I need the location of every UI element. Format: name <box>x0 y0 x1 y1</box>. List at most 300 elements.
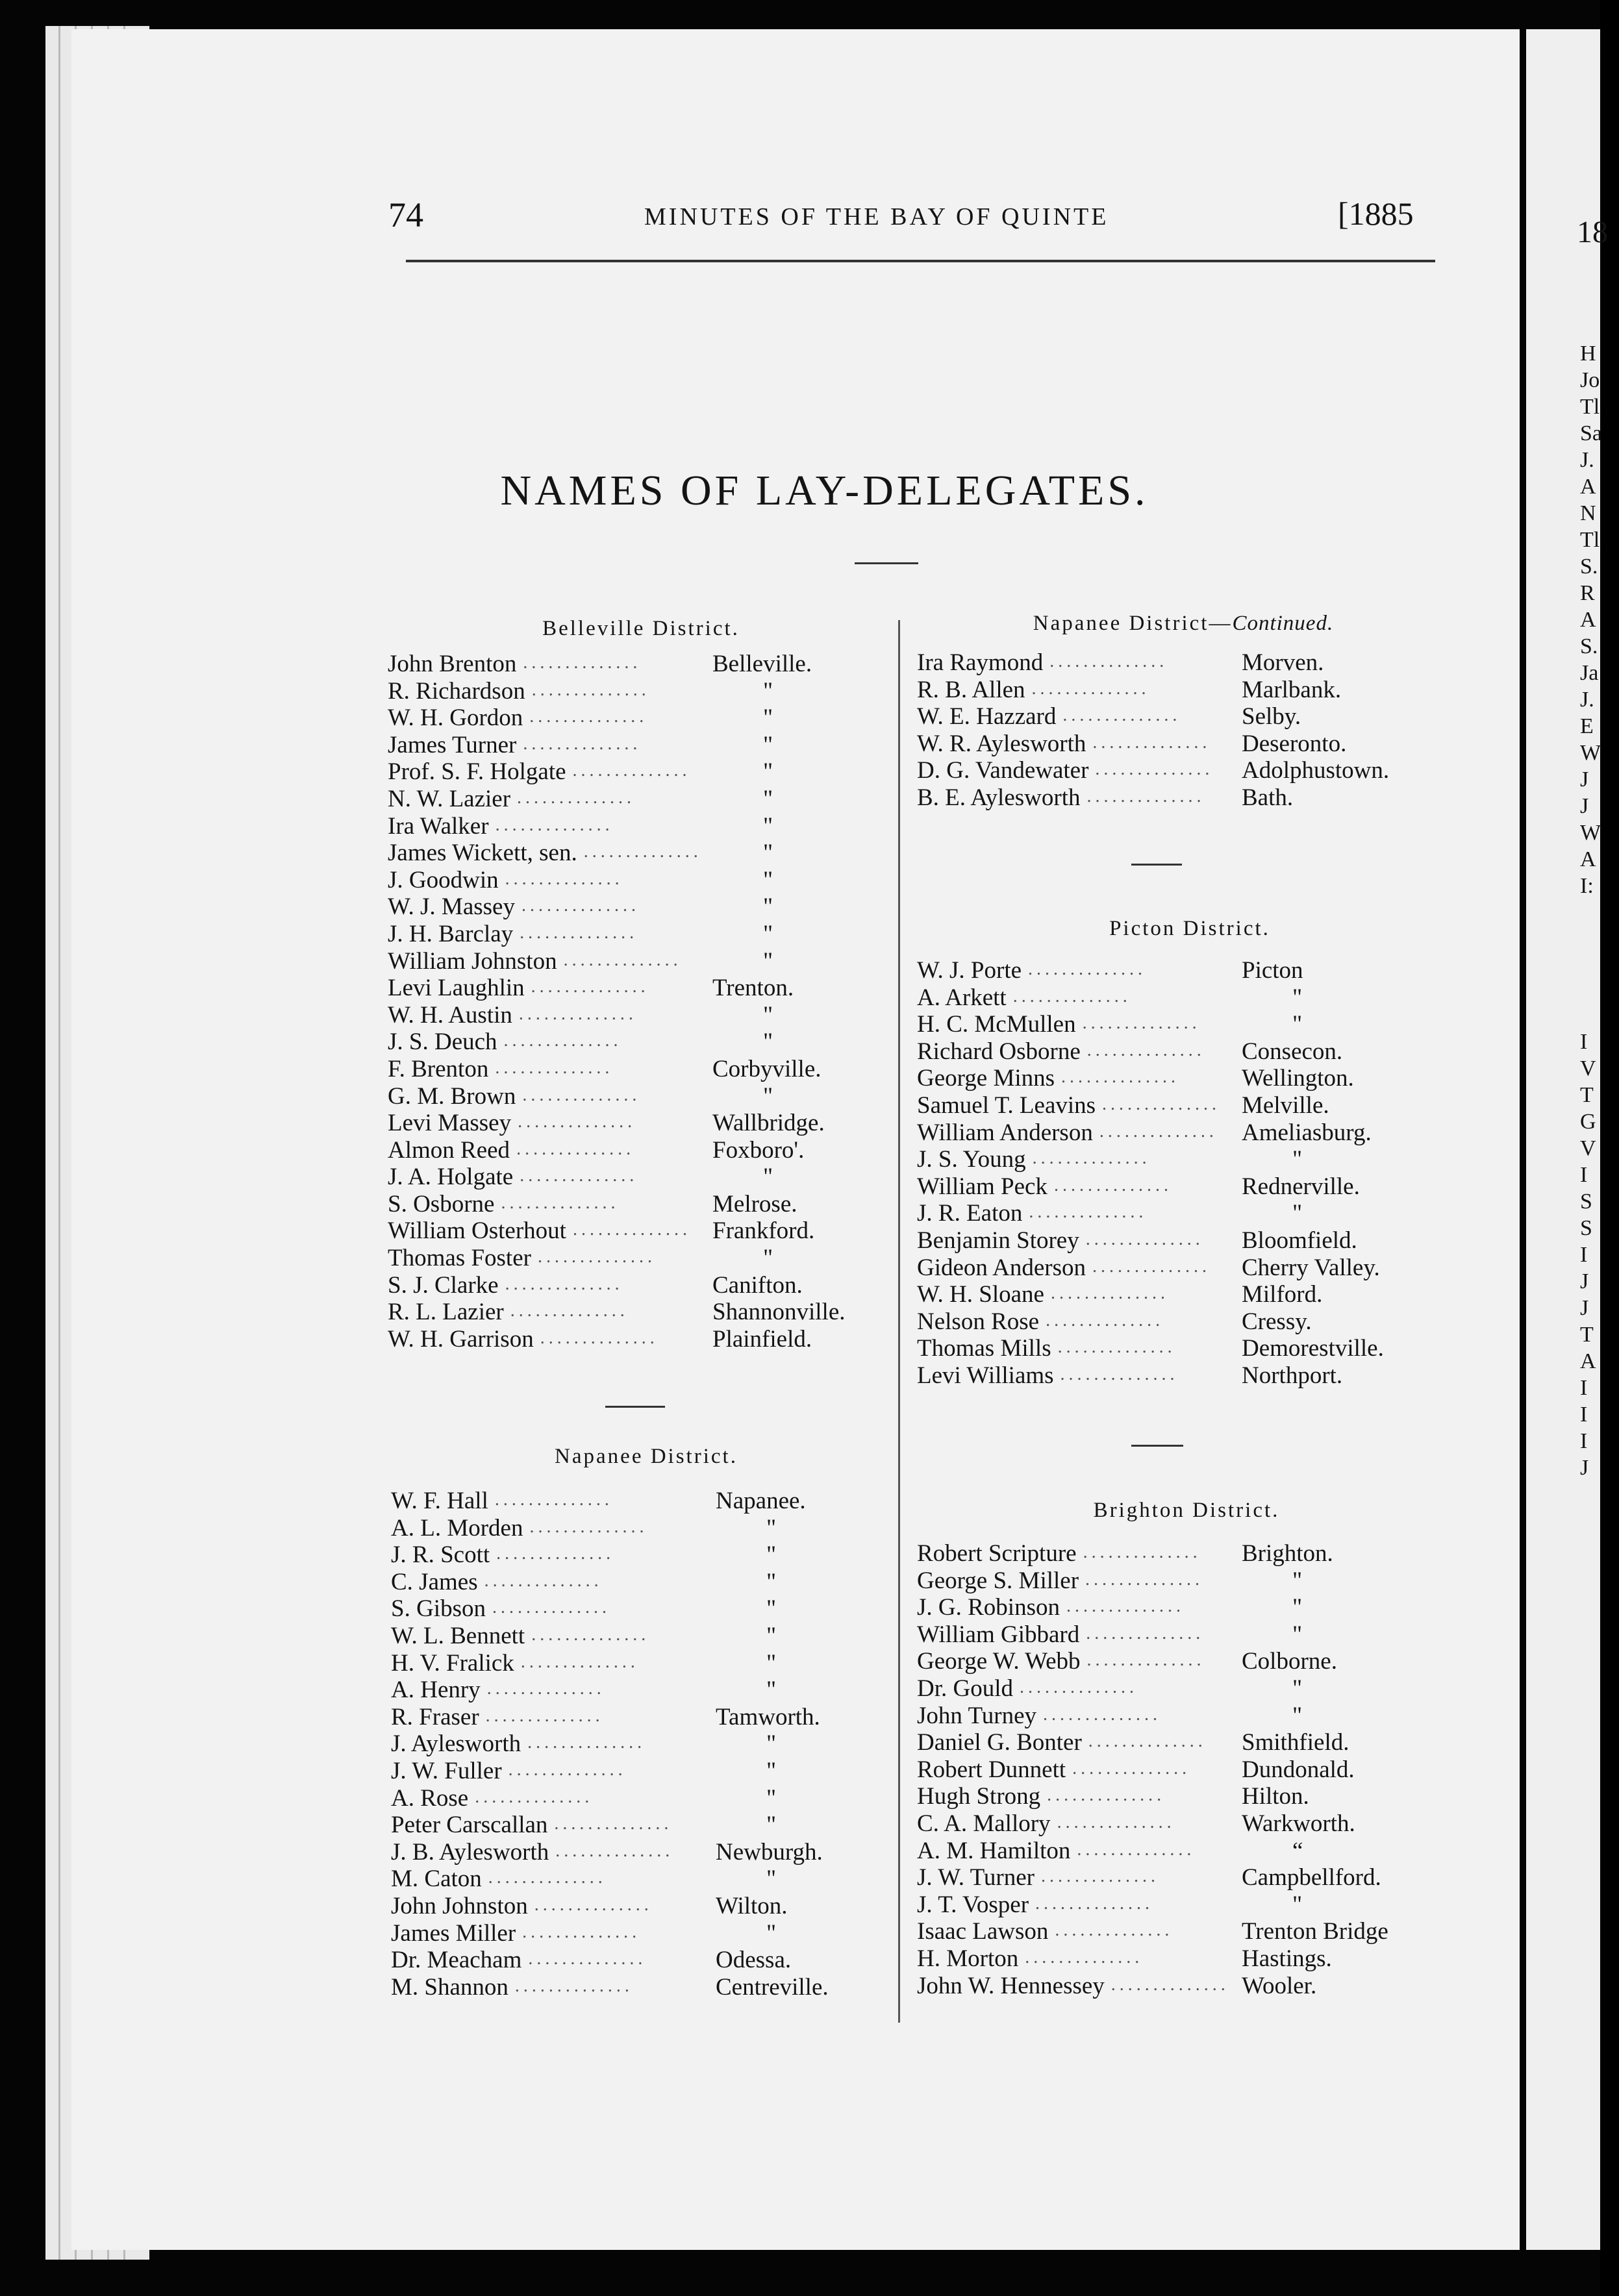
delegate-entry <box>917 1335 1501 1362</box>
delegate-name: William Anderson <box>917 1119 1093 1146</box>
delegate-place: " <box>766 1622 777 1649</box>
leader-dots: .............. <box>517 787 636 808</box>
delegate-name: J. W. Turner <box>917 1864 1035 1891</box>
facing-page-initial: I <box>1580 1376 1588 1400</box>
delegate-name: W. L. Bennett <box>391 1622 525 1649</box>
delegate-name: W. R. Aylesworth <box>917 730 1086 757</box>
delegate-name: G. M. Brown <box>388 1082 516 1110</box>
facing-page-initial: J <box>1580 767 1589 792</box>
delegate-place: Ameliasburg. <box>1242 1119 1372 1146</box>
leader-dots: .............. <box>520 922 638 943</box>
delegate-entry <box>391 1515 975 1542</box>
leader-dots: .............. <box>503 1030 622 1051</box>
delegate-entry <box>388 651 972 678</box>
delegate-name: C. A. Mallory <box>917 1810 1051 1837</box>
delegate-entry <box>917 730 1501 758</box>
delegate-name: Nelson Rose <box>917 1308 1040 1335</box>
delegate-entry <box>388 1299 972 1326</box>
delegate-entry <box>917 1703 1501 1730</box>
delegate-entry <box>917 757 1501 784</box>
delegate-name: Samuel T. Leavins <box>917 1092 1096 1119</box>
header-rule <box>406 260 1435 262</box>
leader-dots: .............. <box>1088 1731 1207 1752</box>
entry-list <box>388 651 972 1353</box>
delegate-place: " <box>763 1245 773 1272</box>
delegate-entry <box>391 1839 975 1866</box>
delegate-name: Levi Williams <box>917 1362 1054 1389</box>
delegate-place: Milford. <box>1242 1281 1323 1308</box>
delegate-place: Napanee. <box>716 1488 806 1514</box>
delegate-name: John W. Hennessey <box>917 1972 1105 1999</box>
delegate-place: Picton <box>1242 957 1303 984</box>
delegate-entry <box>917 1594 1501 1621</box>
facing-page-initial: T <box>1580 1083 1594 1107</box>
facing-page-initial: T <box>1580 1323 1594 1347</box>
delegate-name: W. E. Hazzard <box>917 703 1057 730</box>
delegate-name: W. H. Garrison <box>388 1325 534 1353</box>
leader-dots: .............. <box>555 1840 674 1861</box>
leader-dots: .............. <box>501 1192 620 1213</box>
delegate-place: " <box>1292 1891 1303 1918</box>
delegate-place: Morven. <box>1242 649 1324 676</box>
delegate-entry <box>917 1838 1501 1865</box>
leader-dots: .............. <box>1046 1310 1164 1330</box>
facing-page-initial: N <box>1580 501 1596 525</box>
leader-dots: .............. <box>563 949 682 970</box>
facing-page-initial: R <box>1580 581 1595 605</box>
delegate-place: Shannonville. <box>712 1299 846 1326</box>
leader-dots: .............. <box>1061 1067 1180 1088</box>
running-title: MINUTES OF THE BAY OF QUINTE <box>644 203 1109 231</box>
delegate-entry <box>917 1621 1501 1649</box>
delegate-place: " <box>766 1568 777 1595</box>
delegate-place: " <box>763 677 773 705</box>
delegate-place: Adolphustown. <box>1242 757 1390 784</box>
delegate-place: " <box>766 1866 777 1893</box>
delegate-entry <box>917 1810 1501 1838</box>
facing-page-initial: J. <box>1580 448 1594 472</box>
delegate-entry <box>388 975 972 1002</box>
delegate-place: Foxboro'. <box>712 1136 805 1164</box>
delegate-name: A. M. Hamilton <box>917 1837 1071 1864</box>
leader-dots: .............. <box>1028 959 1147 979</box>
leader-dots: .............. <box>1062 705 1181 726</box>
delegate-name: A. L. Morden <box>391 1514 523 1541</box>
delegate-name: J. G. Robinson <box>917 1594 1060 1621</box>
delegate-name: J. H. Barclay <box>388 920 514 947</box>
leader-dots: .............. <box>1086 786 1205 806</box>
delegate-place: Bath. <box>1242 784 1294 811</box>
delegate-place: Consecon. <box>1242 1038 1343 1065</box>
leader-dots: .............. <box>531 679 650 700</box>
facing-page-initial: S <box>1580 1216 1592 1240</box>
leader-dots: .............. <box>495 1057 614 1078</box>
delegate-place: Frankford. <box>712 1217 815 1245</box>
delegate-entry <box>917 649 1501 677</box>
delegate-entry <box>391 1812 975 1839</box>
facing-page-initial: J <box>1580 794 1589 818</box>
delegate-entry <box>391 1920 975 1947</box>
leader-dots: .............. <box>1035 1893 1154 1914</box>
delegate-name: B. E. Aylesworth <box>917 784 1081 811</box>
delegate-place: Hastings. <box>1242 1945 1332 1972</box>
delegate-entry <box>388 1191 972 1218</box>
leader-dots: .............. <box>1085 1569 1204 1590</box>
delegate-entry <box>388 1029 972 1056</box>
delegate-place: " <box>766 1784 777 1812</box>
delegate-name: J. R. Eaton <box>917 1200 1023 1227</box>
leader-dots: .............. <box>531 1624 650 1645</box>
leader-dots: .............. <box>572 760 691 781</box>
delegate-place: Northport. <box>1242 1362 1343 1389</box>
delegate-place: " <box>1292 1567 1303 1594</box>
delegate-place: Odessa. <box>716 1947 792 1974</box>
section-rule <box>1131 1445 1183 1447</box>
delegate-name: Dr. Gould <box>917 1675 1013 1702</box>
delegate-place: " <box>763 1029 773 1056</box>
delegate-place: Dundonald. <box>1242 1756 1355 1783</box>
delegate-entry <box>917 1540 1501 1567</box>
delegate-place: Melville. <box>1242 1092 1329 1119</box>
facing-page-initial: J <box>1580 1296 1589 1320</box>
delegate-entry <box>388 1164 972 1191</box>
leader-dots: .............. <box>537 1247 656 1267</box>
leader-dots: .............. <box>1055 1920 1173 1941</box>
delegate-place: Plainfield. <box>712 1325 812 1353</box>
district-heading: Picton District. <box>1109 917 1270 940</box>
page-title: NAMES OF LAY-DELEGATES. <box>500 467 1149 514</box>
delegate-entry <box>917 1864 1501 1891</box>
delegate-name: Thomas Foster <box>388 1245 531 1272</box>
delegate-name: J. A. Holgate <box>388 1164 514 1191</box>
delegate-place: " <box>766 1730 777 1758</box>
leader-dots: .............. <box>1060 1364 1179 1384</box>
facing-page-initial: A <box>1580 608 1596 632</box>
delegate-name: H. C. McMullen <box>917 1011 1076 1038</box>
leader-dots: .............. <box>583 842 702 862</box>
delegate-place: Selby. <box>1242 703 1301 730</box>
delegate-entry <box>388 1326 972 1353</box>
facing-page-initial: J. <box>1580 688 1594 712</box>
leader-dots: .............. <box>522 1084 641 1105</box>
delegate-name: Gideon Anderson <box>917 1254 1086 1281</box>
entry-list <box>917 957 1501 1390</box>
delegate-entry <box>917 1200 1501 1227</box>
delegate-entry <box>388 1002 972 1029</box>
facing-page-initial: I: <box>1580 874 1594 898</box>
delegate-name: W. F. Hall <box>391 1488 488 1514</box>
leader-dots: .............. <box>510 1301 629 1321</box>
delegate-entry <box>391 1623 975 1650</box>
leader-dots: .............. <box>1111 1974 1229 1995</box>
delegate-entry <box>388 678 972 705</box>
delegate-place: " <box>763 758 773 786</box>
delegate-name: R. Richardson <box>388 677 525 705</box>
leader-dots: .............. <box>1040 1866 1159 1887</box>
facing-page-initial: Tl <box>1580 395 1600 419</box>
leader-dots: .............. <box>1057 1337 1176 1358</box>
delegate-name: R. B. Allen <box>917 676 1025 703</box>
delegate-name: John Johnston <box>391 1892 528 1919</box>
delegate-name: J. R. Scott <box>391 1541 490 1569</box>
delegate-place: " <box>763 947 773 975</box>
leader-dots: .............. <box>1047 1785 1166 1806</box>
delegate-name: W. H. Sloane <box>917 1281 1044 1308</box>
delegate-place: Marlbank. <box>1242 676 1342 703</box>
delegate-entry <box>917 1281 1501 1308</box>
delegate-entry <box>917 1308 1501 1336</box>
delegate-name: Prof. S. F. Holgate <box>388 758 566 786</box>
delegate-place: Wallbridge. <box>712 1110 825 1137</box>
delegate-name: A. Henry <box>391 1677 481 1704</box>
delegate-name: J. B. Aylesworth <box>391 1838 549 1866</box>
leader-dots: .............. <box>508 1759 627 1780</box>
delegate-entry <box>917 1092 1501 1119</box>
facing-page-initial: H <box>1580 342 1596 366</box>
delegate-place: " <box>763 1082 773 1110</box>
delegate-name: S. Osborne <box>388 1190 495 1217</box>
delegate-entry <box>391 1866 975 1893</box>
leader-dots: .............. <box>494 1490 613 1510</box>
delegate-place: Cherry Valley. <box>1242 1254 1380 1281</box>
delegate-place: Tamworth. <box>716 1703 820 1730</box>
delegate-name: J. T. Vosper <box>917 1891 1029 1918</box>
delegate-name: William Osterhout <box>388 1217 566 1245</box>
delegate-name: Ira Raymond <box>917 649 1044 676</box>
delegate-entry <box>388 1272 972 1299</box>
delegate-entry <box>391 1488 975 1515</box>
delegate-entry <box>391 1758 975 1785</box>
delegate-entry <box>391 1785 975 1812</box>
delegate-name: George Minns <box>917 1065 1055 1092</box>
leader-dots: .............. <box>1072 1758 1191 1778</box>
delegate-place: Belleville. <box>712 651 812 677</box>
delegate-place: “ <box>1292 1837 1303 1864</box>
leader-dots: .............. <box>505 868 623 889</box>
district-heading <box>891 612 1475 636</box>
leader-dots: .............. <box>520 1651 639 1672</box>
delegate-name: Almon Reed <box>388 1136 510 1164</box>
leader-dots: .............. <box>522 1921 641 1942</box>
leader-dots: .............. <box>485 1705 604 1726</box>
delegate-place: Melrose. <box>712 1190 797 1217</box>
delegate-entry <box>388 948 972 975</box>
delegate-name: D. G. Vandewater <box>917 757 1089 784</box>
facing-page-initial: W <box>1580 741 1601 765</box>
leader-dots: .............. <box>488 1867 607 1888</box>
delegate-place: " <box>766 1812 777 1839</box>
page-header <box>388 195 1427 247</box>
delegate-entry <box>917 1756 1501 1784</box>
delegate-name: John Brenton <box>388 651 517 677</box>
delegate-entry <box>388 732 972 759</box>
entry-list <box>917 649 1501 812</box>
delegate-name: Richard Osborne <box>917 1038 1081 1065</box>
delegate-name: Benjamin Storey <box>917 1227 1079 1254</box>
delegate-place: Canifton. <box>712 1271 803 1299</box>
facing-page-number: 18 <box>1577 215 1608 249</box>
delegate-place: " <box>763 1164 773 1191</box>
delegate-entry <box>388 921 972 948</box>
delegate-name: William Johnston <box>388 947 557 975</box>
district-heading: Belleville District. <box>542 617 740 640</box>
delegate-name: W. H. Gordon <box>388 705 523 732</box>
facing-page-initial: Ja <box>1580 661 1599 685</box>
leader-dots: .............. <box>540 1327 659 1348</box>
delegate-place: Brighton. <box>1242 1540 1333 1567</box>
delegate-place: Newburgh. <box>716 1838 823 1866</box>
delegate-entry <box>917 784 1501 812</box>
leader-dots: .............. <box>518 1003 637 1024</box>
facing-page-initial: E <box>1580 714 1594 738</box>
delegate-name: James Wickett, sen. <box>388 840 577 867</box>
delegate-place: " <box>763 705 773 732</box>
leader-dots: .............. <box>1029 1202 1148 1223</box>
delegate-entry <box>391 1947 975 1974</box>
leader-dots: .............. <box>1066 1596 1185 1617</box>
delegate-entry <box>391 1595 975 1623</box>
delegate-place: " <box>766 1514 777 1541</box>
delegate-place: " <box>763 866 773 893</box>
delegate-name: John Turney <box>917 1702 1037 1729</box>
leader-dots: .............. <box>529 706 648 727</box>
leader-dots: .............. <box>484 1570 603 1591</box>
delegate-place: " <box>1292 984 1303 1011</box>
delegate-place: Demorestville. <box>1242 1335 1384 1362</box>
delegate-entry <box>917 1254 1501 1282</box>
leader-dots: .............. <box>1050 1283 1169 1304</box>
facing-page-initial: I <box>1580 1429 1588 1453</box>
district-heading: Napanee District. <box>555 1445 738 1468</box>
leader-dots: .............. <box>492 1597 610 1618</box>
delegate-place: " <box>763 785 773 812</box>
leader-dots: .............. <box>531 977 649 997</box>
delegate-name: Thomas Mills <box>917 1335 1051 1362</box>
facing-page-initial: V <box>1580 1136 1596 1160</box>
delegate-name: Levi Laughlin <box>388 975 525 1002</box>
delegate-entry <box>388 1083 972 1110</box>
delegate-entry <box>391 1541 975 1569</box>
delegate-place: Smithfield. <box>1242 1729 1349 1756</box>
delegate-place: " <box>766 1541 777 1569</box>
delegate-entry <box>388 705 972 732</box>
delegate-place: " <box>1292 1675 1303 1702</box>
leader-dots: .............. <box>520 1166 638 1186</box>
leader-dots: .............. <box>1020 1677 1138 1697</box>
leader-dots: .............. <box>1053 1175 1172 1195</box>
delegate-place: Colborne. <box>1242 1648 1337 1675</box>
delegate-name: W. H. Austin <box>388 1001 512 1029</box>
delegate-name: William Gibbard <box>917 1621 1080 1648</box>
delegate-name: J. Aylesworth <box>391 1730 521 1758</box>
delegate-entry <box>917 677 1501 704</box>
facing-page-initial: I <box>1580 1030 1588 1054</box>
delegate-place: " <box>1292 1702 1303 1729</box>
delegate-entry <box>917 1891 1501 1919</box>
delegate-entry <box>391 1569 975 1596</box>
leader-dots: .............. <box>518 1112 636 1132</box>
leader-dots: .............. <box>1086 1650 1205 1671</box>
delegate-name: J. Goodwin <box>388 866 499 893</box>
delegate-place: Deseronto. <box>1242 730 1347 757</box>
district-heading-text: Napanee District— <box>1033 612 1233 635</box>
page-number: 74 <box>388 195 423 234</box>
delegate-entry <box>917 984 1501 1012</box>
facing-page-initial: Tl <box>1580 528 1600 552</box>
leader-dots: .............. <box>495 814 614 835</box>
delegate-name: H. V. Fralick <box>391 1649 514 1677</box>
delegate-entry <box>917 1011 1501 1038</box>
delegate-name: Robert Scripture <box>917 1540 1077 1567</box>
facing-page-initial: I <box>1580 1163 1588 1187</box>
district-heading: Brighton District. <box>1093 1499 1280 1522</box>
delegate-name: W. J. Massey <box>388 893 515 921</box>
delegate-name: William Peck <box>917 1173 1048 1200</box>
continued-label: Continued. <box>1232 612 1334 635</box>
leader-dots: .............. <box>523 733 642 754</box>
delegate-entry <box>391 1704 975 1731</box>
leader-dots: .............. <box>486 1678 605 1699</box>
facing-page-initial: I <box>1580 1403 1588 1427</box>
leader-dots: .............. <box>521 895 640 916</box>
delegate-name: Hugh Strong <box>917 1783 1041 1810</box>
delegate-name: J. W. Fuller <box>391 1757 502 1784</box>
delegate-place: Wellington. <box>1242 1065 1354 1092</box>
delegate-place: " <box>766 1677 777 1704</box>
delegate-name: A. Arkett <box>917 984 1007 1011</box>
facing-page-initial: I <box>1580 1243 1588 1267</box>
delegate-entry <box>917 1648 1501 1675</box>
delegate-place: " <box>763 920 773 947</box>
delegate-place: Centreville. <box>716 1973 829 2001</box>
delegate-name: Dr. Meacham <box>391 1947 522 1974</box>
delegate-place: " <box>763 1001 773 1029</box>
entry-list <box>917 1540 1501 1999</box>
leader-dots: .............. <box>529 1516 648 1537</box>
facing-page-initial: A <box>1580 475 1596 499</box>
leader-dots: .............. <box>1077 1839 1196 1860</box>
delegate-entry <box>917 1675 1501 1703</box>
delegate-place: " <box>766 1595 777 1623</box>
delegate-entry <box>917 1973 1501 2000</box>
leader-dots: .............. <box>1102 1093 1221 1114</box>
delegate-name: M. Shannon <box>391 1973 508 2001</box>
leader-dots: .............. <box>1092 732 1211 753</box>
delegate-name: A. Rose <box>391 1784 469 1812</box>
delegate-entry <box>917 1945 1501 1973</box>
delegate-name: M. Caton <box>391 1866 482 1893</box>
leader-dots: .............. <box>1082 1013 1201 1034</box>
leader-dots: .............. <box>534 1894 653 1915</box>
delegate-entry <box>917 1038 1501 1066</box>
facing-page-initial: A <box>1580 1349 1596 1373</box>
leader-dots: .............. <box>1099 1121 1218 1142</box>
leader-dots: .............. <box>1043 1704 1162 1725</box>
facing-page-initial: J <box>1580 1269 1589 1293</box>
leader-dots: .............. <box>1057 1812 1175 1832</box>
leader-dots: .............. <box>1012 986 1131 1006</box>
leader-dots: .............. <box>523 653 642 673</box>
delegate-name: George W. Webb <box>917 1648 1081 1675</box>
delegate-name: F. Brenton <box>388 1055 489 1082</box>
delegate-name: Ira Walker <box>388 812 489 840</box>
leader-dots: .............. <box>1031 678 1150 699</box>
delegate-name: N. W. Lazier <box>388 785 511 812</box>
delegate-entry <box>917 1173 1501 1201</box>
delegate-place: Trenton. <box>712 975 794 1002</box>
delegate-place: " <box>1292 1011 1303 1038</box>
delegate-entry <box>388 1217 972 1245</box>
